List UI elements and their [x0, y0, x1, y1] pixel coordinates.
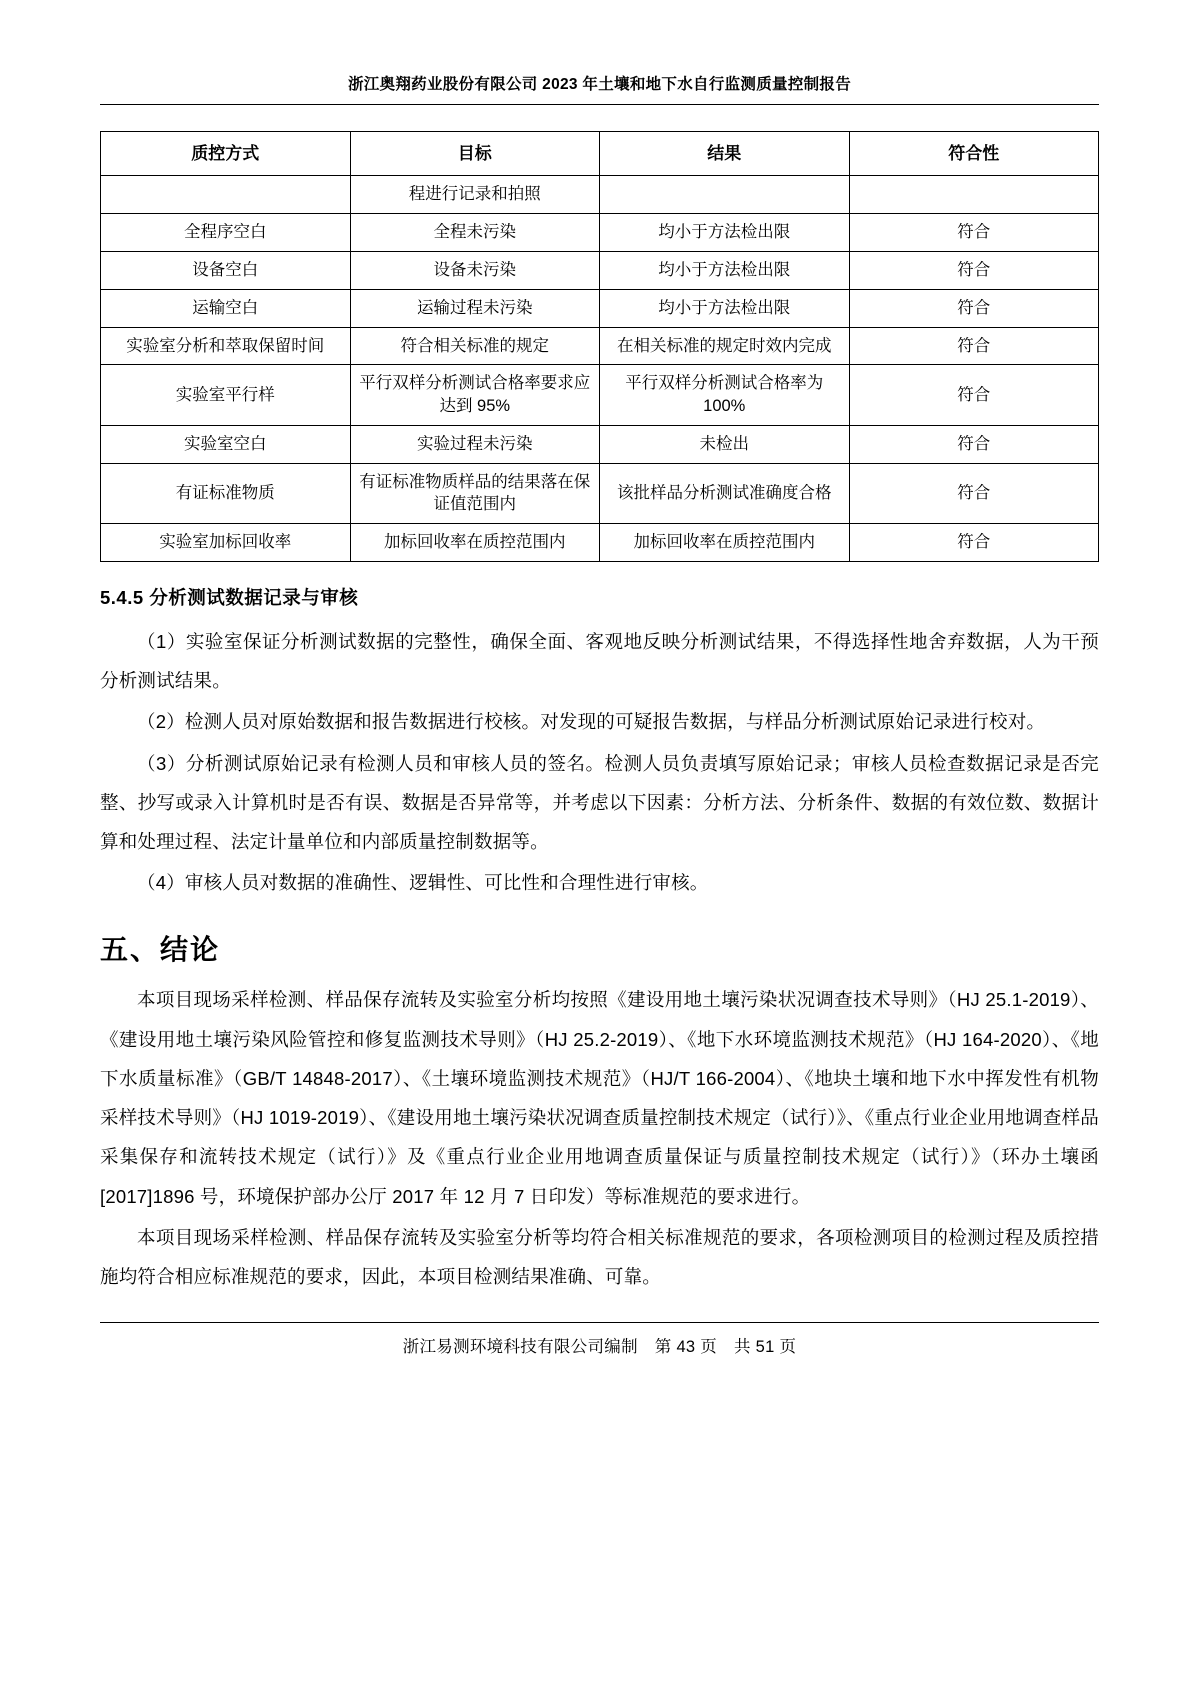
- column-header-result: 结果: [600, 132, 850, 176]
- paragraph-545-2: （2）检测人员对原始数据和报告数据进行校核。对发现的可疑报告数据，与样品分析测试原始记录进行校对。: [137, 711, 1046, 733]
- cell-method: 有证标准物质: [101, 463, 351, 524]
- cell-target: 实验过程未污染: [350, 425, 600, 463]
- table-row: [101, 463, 1099, 524]
- cell-target: 全程未污染: [350, 214, 600, 252]
- cell-method: 运输空白: [101, 289, 351, 327]
- paragraph-545-1: （1）实验室保证分析测试数据的完整性，确保全面、客观地反映分析测试结果，不得选择性地舍弃数据，人为干预分析测试结果。: [100, 630, 1099, 692]
- cell-result: 该批样品分析测试准确度合格: [600, 463, 850, 524]
- cell-result: 平行双样分析测试合格率为 100%: [600, 365, 850, 426]
- table-row: [101, 327, 1099, 365]
- cell-method: [101, 176, 351, 214]
- running-header: 浙江奥翔药业股份有限公司 2023 年土壤和地下水自行监测质量控制报告: [100, 72, 1099, 105]
- column-header-conformity: 符合性: [849, 132, 1099, 176]
- paragraph-545-4: （4）审核人员对数据的准确性、逻辑性、可比性和合理性进行审核。: [137, 872, 709, 894]
- cell-result: 未检出: [600, 425, 850, 463]
- table-header-row: [101, 132, 1099, 176]
- table-row: [101, 251, 1099, 289]
- footer-total-pages: 共 51 页: [733, 1338, 797, 1357]
- cell-method: 实验室加标回收率: [101, 524, 351, 562]
- cell-target: 符合相关标准的规定: [350, 327, 600, 365]
- cell-result: 均小于方法检出限: [600, 289, 850, 327]
- cell-conformity: 符合: [849, 327, 1099, 365]
- cell-target: 有证标准物质样品的结果落在保证值范围内: [350, 463, 600, 524]
- footer-company: 浙江易测环境科技有限公司编制: [402, 1338, 638, 1357]
- cell-target: 运输过程未污染: [350, 289, 600, 327]
- paragraph-conclusion-1: 本项目现场采样检测、样品保存流转及实验室分析均按照《建设用地土壤污染状况调查技术导则》（HJ 25.1-2019）、《建设用地土壤污染风险管控和修复监测技术导则》（HJ 25.2-2019）、《地下水环境监测技术规范》（HJ 164-2020）、《地下水质量标准》（GB/T 14848-2017）、《土壤环境监测技术规范》（HJ/T 166-2004）、《地块土壤和地下水中挥发性有机物采样技术导则》（HJ 1019-2019）、《建设用地土壤污染状况调查质量控制技术规定（试行）》、《重点行业企业用地调查样品采集保存和流转技术规定（试行）》及《重点行业企业用地调查质量保证与质量控制技术规定（试行）》（环办土壤函[2017]1896 号，环境保护部办公厅 2017 年 12 月 7 日印发）等标准规范的要求进行。: [100, 989, 1099, 1207]
- cell-target: 平行双样分析测试合格率要求应达到 95%: [350, 365, 600, 426]
- cell-result: 均小于方法检出限: [600, 251, 850, 289]
- cell-conformity: 符合: [849, 365, 1099, 426]
- paragraph-545-3: （3）分析测试原始记录有检测人员和审核人员的签名。检测人员负责填写原始记录；审核人员检查数据记录是否完整、抄写或录入计算机时是否有误、数据是否异常等，并考虑以下因素：分析方法、分析条件、数据的有效位数、数据计算和处理过程、法定计量单位和内部质量控制数据等。: [100, 752, 1099, 852]
- cell-result: 在相关标准的规定时效内完成: [600, 327, 850, 365]
- table-row: [101, 524, 1099, 562]
- cell-target: 程进行记录和拍照: [350, 176, 600, 214]
- footer-page-number: 第 43 页: [654, 1338, 718, 1357]
- cell-conformity: 符合: [849, 289, 1099, 327]
- column-header-target: 目标: [350, 132, 600, 176]
- table-row: [101, 214, 1099, 252]
- cell-result: 加标回收率在质控范围内: [600, 524, 850, 562]
- cell-result: [600, 176, 850, 214]
- page-footer: [100, 1322, 1099, 1357]
- cell-method: 实验室分析和萃取保留时间: [101, 327, 351, 365]
- table-row: [101, 425, 1099, 463]
- cell-method: 实验室空白: [101, 425, 351, 463]
- table-row: [101, 365, 1099, 426]
- cell-method: 设备空白: [101, 251, 351, 289]
- cell-conformity: 符合: [849, 425, 1099, 463]
- quality-control-table: [100, 131, 1099, 562]
- cell-conformity: [849, 176, 1099, 214]
- cell-conformity: 符合: [849, 214, 1099, 252]
- cell-conformity: 符合: [849, 251, 1099, 289]
- cell-method: 全程序空白: [101, 214, 351, 252]
- cell-conformity: 符合: [849, 524, 1099, 562]
- table-row: [101, 176, 1099, 214]
- paragraph-conclusion-2: 本项目现场采样检测、样品保存流转及实验室分析等均符合相关标准规范的要求，各项检测项目的检测过程及质控措施均符合相应标准规范的要求，因此，本项目检测结果准确、可靠。: [100, 1226, 1099, 1287]
- section-heading-conclusion: 五、结论: [100, 934, 221, 966]
- cell-conformity: 符合: [849, 463, 1099, 524]
- cell-target: 加标回收率在质控范围内: [350, 524, 600, 562]
- table-row: [101, 289, 1099, 327]
- column-header-method: 质控方式: [101, 132, 351, 176]
- cell-target: 设备未污染: [350, 251, 600, 289]
- cell-result: 均小于方法检出限: [600, 214, 850, 252]
- cell-method: 实验室平行样: [101, 365, 351, 426]
- section-heading-5-4-5: 5.4.5 分析测试数据记录与审核: [100, 586, 359, 608]
